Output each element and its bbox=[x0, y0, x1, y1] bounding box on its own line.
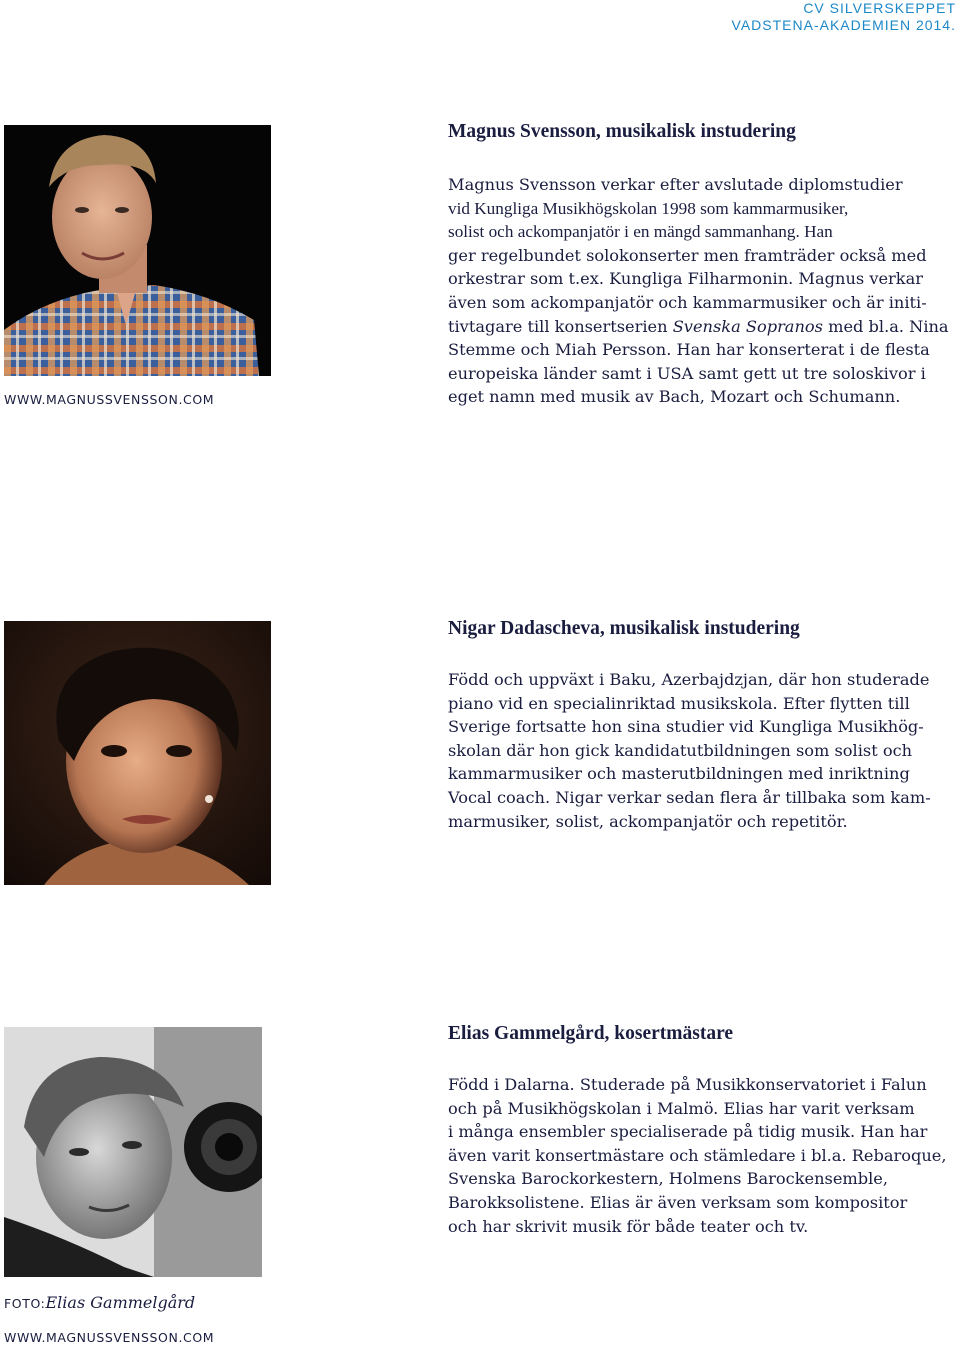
text-line: Född och uppväxt i Baku, Azerbajdzjan, där hon studerade bbox=[448, 670, 930, 689]
section-title-elias: Elias Gammelgård, kosertmästare bbox=[448, 1023, 734, 1044]
text-line: kammarmusiker och masterutbildningen med inriktning bbox=[448, 764, 910, 784]
text-line: och på Musikhögskolan i Malmö. Elias har varit verksam bbox=[448, 1098, 915, 1118]
text-line: Stemme och Miah Persson. Han har konserterat i de flesta bbox=[448, 340, 930, 360]
text-line: Född i Dalarna. Studerade på Musikkonservatoriet i Falun bbox=[448, 1075, 927, 1094]
text-line: även varit konsertmästare och stämledare i bl.a. Rebaroque, bbox=[448, 1145, 947, 1165]
portrait-photo-magnus bbox=[4, 125, 271, 376]
text-line: tivtagare till konsertserien Svenska Sopranos med bl.a. Nina bbox=[448, 316, 949, 336]
text-line: ger regelbundet solokonserter men framträder också med bbox=[448, 245, 927, 265]
portrait-photo-nigar bbox=[4, 621, 271, 885]
section-body-elias bbox=[448, 1073, 960, 1238]
text-line: piano vid en specialinriktad musikskola. Efter flytten till bbox=[448, 693, 910, 713]
foto-label: FOTO: bbox=[4, 1296, 46, 1311]
section-body-magnus bbox=[448, 173, 960, 409]
text-line: skolan där hon gick kandidatutbildningen som solist och bbox=[448, 740, 913, 760]
section-body-nigar bbox=[448, 668, 960, 833]
italic-series-name: Svenska Sopranos bbox=[672, 316, 823, 336]
portrait-photo-elias bbox=[4, 1027, 262, 1277]
text-line: Barokksolistene. Elias är även verksam som kompositor bbox=[448, 1192, 908, 1212]
header-line-2: VADSTENA-AKADEMIEN 2014. bbox=[731, 17, 956, 33]
section-title-magnus: Magnus Svensson, musikalisk instudering bbox=[448, 121, 796, 142]
text-line: orkestrar som t.ex. Kungliga Filharmonin. Magnus verkar bbox=[448, 269, 923, 289]
text-line: eget namn med musik av Bach, Mozart och Schumann. bbox=[448, 387, 901, 407]
header-line-1: CV SILVERSKEPPET bbox=[803, 0, 956, 16]
text-line: även som ackompanjatör och kammarmusiker och är initi- bbox=[448, 292, 927, 312]
photo-credit-elias bbox=[4, 1293, 195, 1312]
photo-credit-magnus: WWW.MAGNUSSVENSSON.COM bbox=[4, 392, 215, 407]
text-line: marmusiker, solist, ackompanjatör och repetitör. bbox=[448, 811, 848, 831]
text-line: och har skrivit musik för både teater och tv. bbox=[448, 1216, 809, 1236]
text-line: solist och ackompanjatör i en mängd sammanhang. Han bbox=[448, 222, 833, 242]
footer-website: WWW.MAGNUSSVENSSON.COM bbox=[4, 1330, 215, 1345]
document-header bbox=[732, 0, 956, 34]
text-line: europeiska länder samt i USA samt gett ut tre soloskivor i bbox=[448, 363, 926, 383]
text-line: Magnus Svensson verkar efter avslutade diplomstudier bbox=[448, 175, 903, 194]
text-line: Sverige fortsatte hon sina studier vid Kungliga Musikhög- bbox=[448, 717, 924, 737]
section-title-nigar: Nigar Dadascheva, musikalisk instudering bbox=[448, 618, 800, 639]
text-line: Vocal coach. Nigar verkar sedan flera år tillbaka som kam- bbox=[448, 787, 931, 807]
text-line: vid Kungliga Musikhögskolan 1998 som kammarmusiker, bbox=[448, 198, 849, 218]
text-line: Svenska Barockorkestern, Holmens Barockensemble, bbox=[448, 1169, 889, 1189]
text-line: i många ensembler specialiserade på tidig musik. Han har bbox=[448, 1122, 928, 1142]
foto-photographer-name: Elias Gammelgård bbox=[45, 1293, 196, 1312]
